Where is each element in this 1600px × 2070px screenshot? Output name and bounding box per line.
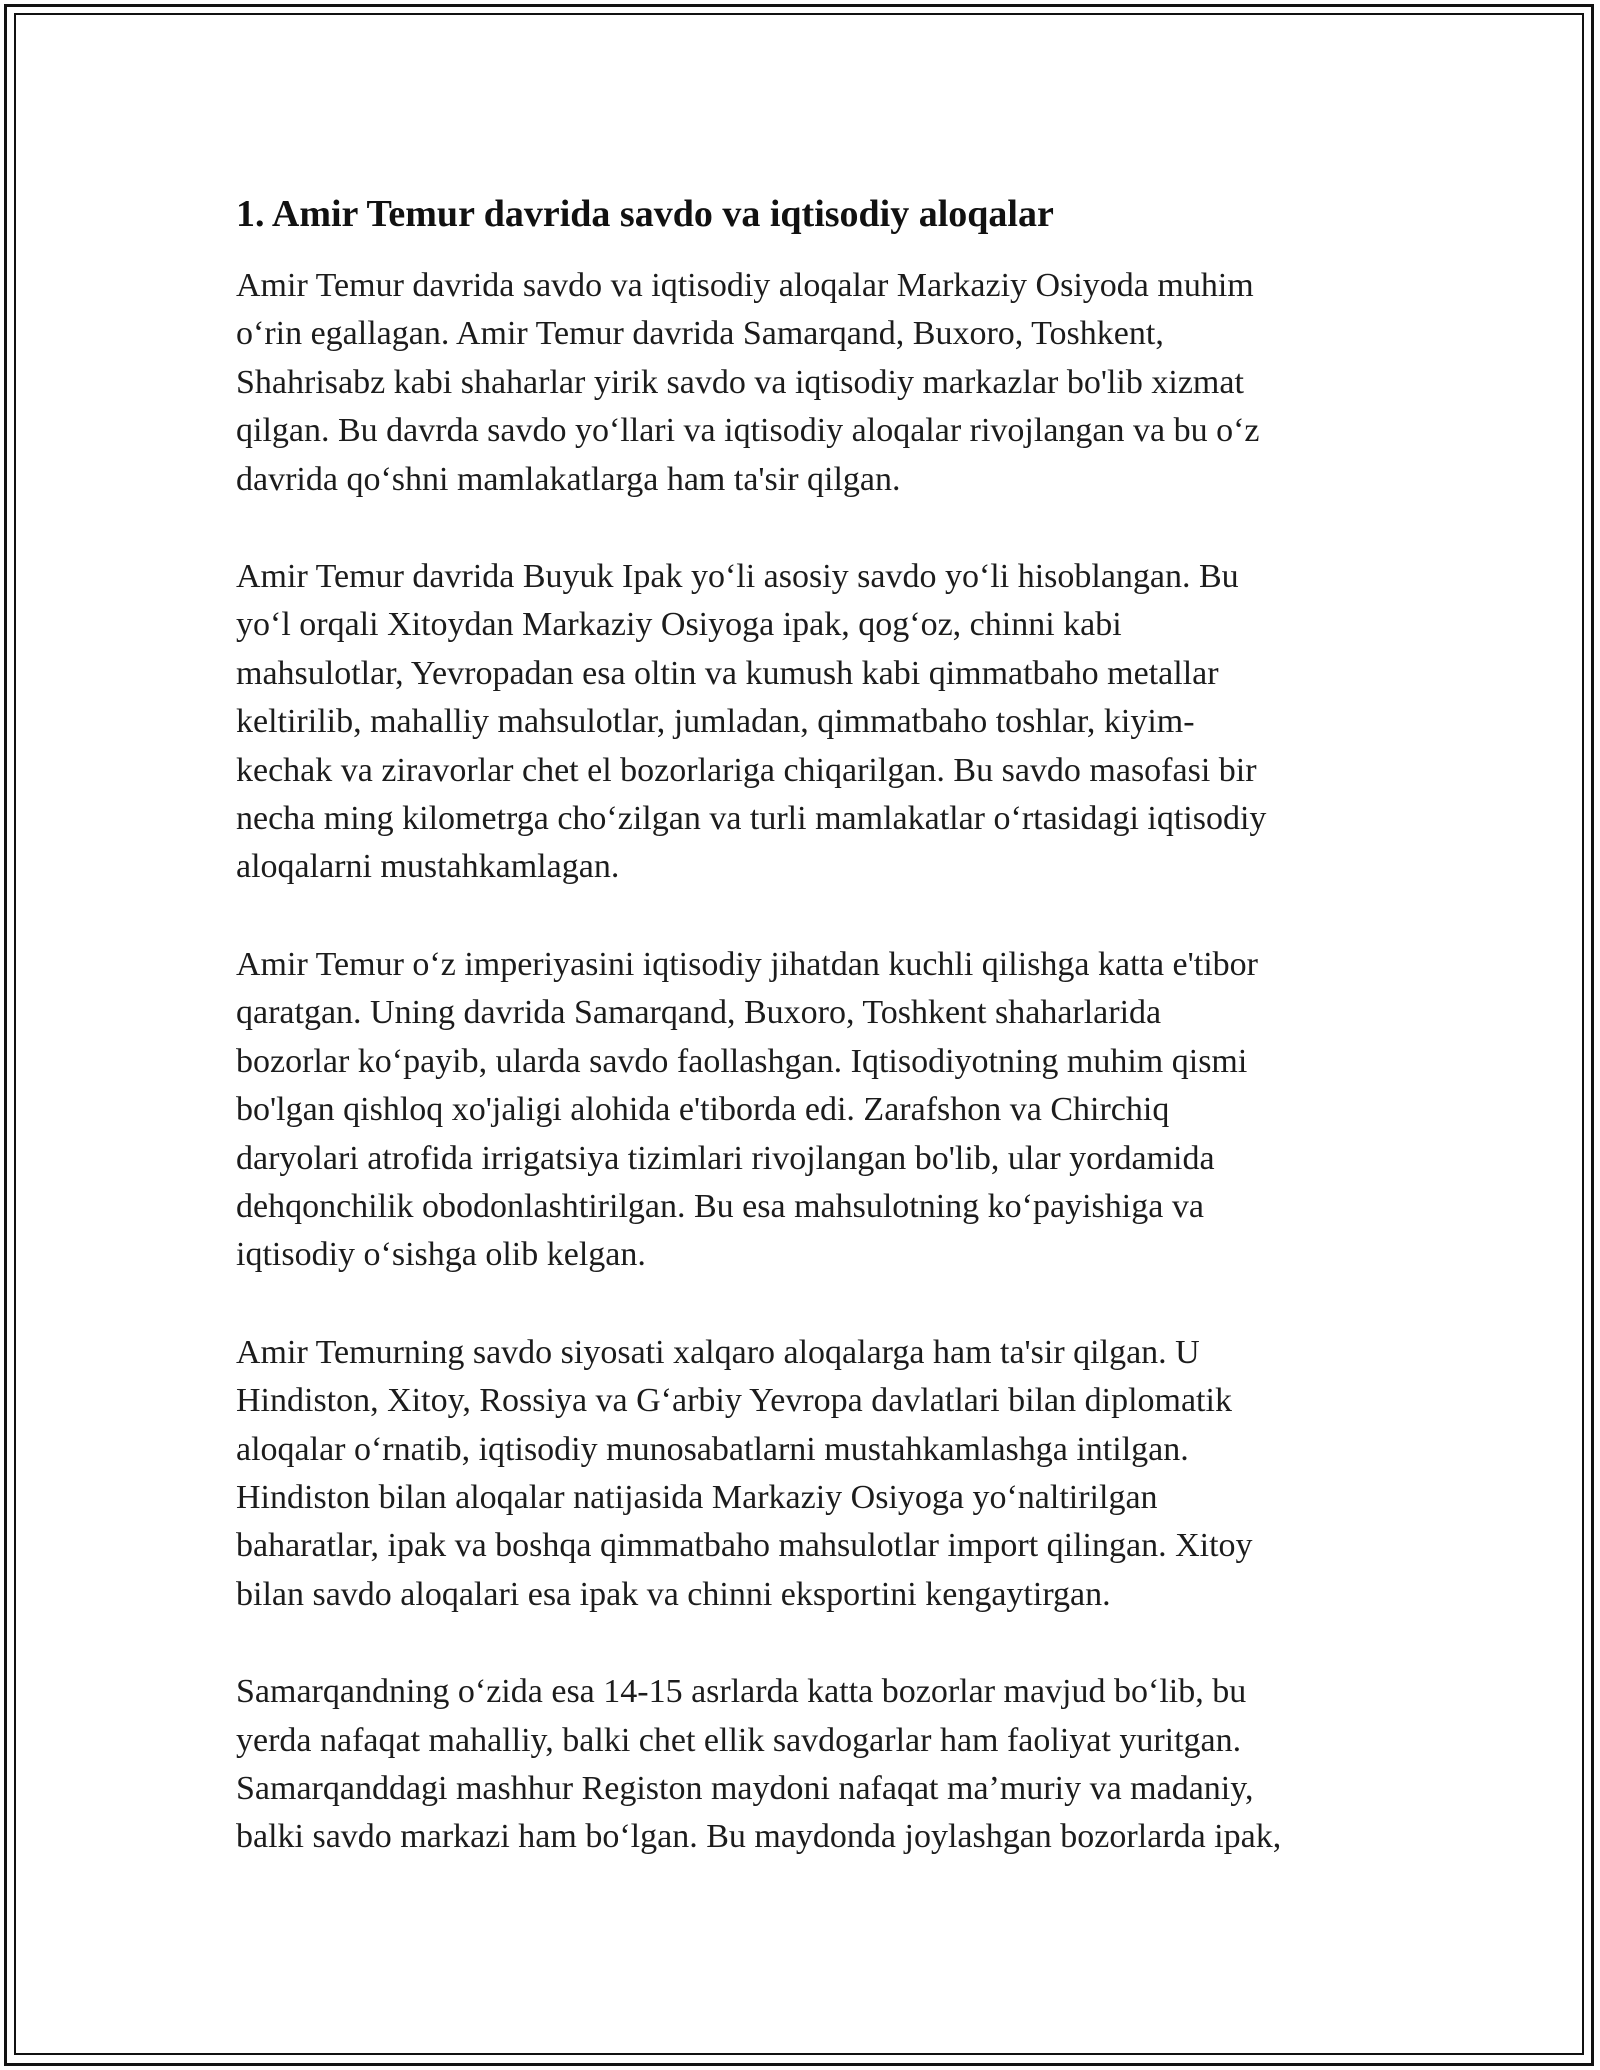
paragraph-list bbox=[236, 262, 1376, 1862]
text-line: Hindiston bilan aloqalar natijasida Markaziy Osiyoga yo‘naltirilgan bbox=[236, 1478, 1158, 1516]
text-line: necha ming kilometrga cho‘zilgan va turli mamlakatlar o‘rtasidagi iqtisodiy bbox=[236, 800, 1267, 838]
text-line: o‘rin egallagan. Amir Temur davrida Samarqand, Buxoro, Toshkent, bbox=[236, 315, 1164, 353]
text-line: bozorlar ko‘payib, ularda savdo faollashgan. Iqtisodiyotning muhim qismi bbox=[236, 1042, 1248, 1080]
text-line: davrida qo‘shni mamlakatlarga ham ta'sir qilgan. bbox=[236, 460, 901, 498]
text-line: baharatlar, ipak va boshqa qimmatbaho mahsulotlar import qilingan. Xitoy bbox=[236, 1527, 1253, 1565]
document-body bbox=[236, 188, 1376, 1862]
text-line: aloqalar o‘rnatib, iqtisodiy munosabatlarni mustahkamlashga intilgan. bbox=[236, 1430, 1189, 1468]
text-line: kechak va ziravorlar chet el bozorlariga chiqarilgan. Bu savdo masofasi bir bbox=[236, 751, 1257, 789]
text-line: balki savdo markazi ham bo‘lgan. Bu maydonda joylashgan bozorlarda ipak, bbox=[236, 1818, 1282, 1856]
text-line: keltirilib, mahalliy mahsulotlar, jumladan, qimmatbaho toshlar, kiyim- bbox=[236, 703, 1195, 741]
text-line: mahsulotlar, Yevropadan esa oltin va kumush kabi qimmatbaho metallar bbox=[236, 654, 1219, 692]
body-paragraph-1 bbox=[236, 262, 1376, 504]
text-line: Amir Temur o‘z imperiyasini iqtisodiy jihatdan kuchli qilishga katta e'tibor bbox=[236, 945, 1258, 983]
text-line: qaratgan. Uning davrida Samarqand, Buxoro, Toshkent shaharlarida bbox=[236, 994, 1162, 1032]
text-line: bo'lgan qishloq xo'jaligi alohida e'tiborda edi. Zarafshon va Chirchiq bbox=[236, 1091, 1170, 1129]
text-line: bilan savdo aloqalari esa ipak va chinni eksportini kengaytirgan. bbox=[236, 1575, 1111, 1613]
section-heading: 1. Amir Temur davrida savdo va iqtisodiy aloqalar bbox=[236, 193, 1054, 235]
text-line: aloqalarni mustahkamlagan. bbox=[236, 848, 620, 886]
text-line: qilgan. Bu davrda savdo yo‘llari va iqtisodiy aloqalar rivojlangan va bu o‘z bbox=[236, 412, 1260, 450]
text-line: Hindiston, Xitoy, Rossiya va G‘arbiy Yevropa davlatlari bilan diplomatik bbox=[236, 1382, 1232, 1420]
text-line: Amir Temur davrida savdo va iqtisodiy aloqalar Markaziy Osiyoda muhim bbox=[236, 267, 1254, 304]
body-paragraph-4 bbox=[236, 1329, 1376, 1619]
text-line: Amir Temurning savdo siyosati xalqaro aloqalarga ham ta'sir qilgan. U bbox=[236, 1333, 1200, 1371]
text-line: iqtisodiy o‘sishga olib kelgan. bbox=[236, 1236, 646, 1274]
body-paragraph-3 bbox=[236, 941, 1376, 1280]
text-line: daryolari atrofida irrigatsiya tizimlari rivojlangan bo'lib, ular yordamida bbox=[236, 1139, 1215, 1177]
text-line: Shahrisabz kabi shaharlar yirik savdo va iqtisodiy markazlar bo'lib xizmat bbox=[236, 363, 1244, 401]
body-paragraph-2 bbox=[236, 553, 1376, 892]
text-line: yo‘l orqali Xitoydan Markaziy Osiyoga ipak, qog‘oz, chinni kabi bbox=[236, 606, 1122, 644]
text-line: Samarqandning o‘zida esa 14-15 asrlarda katta bozorlar mavjud bo‘lib, bu bbox=[236, 1673, 1247, 1711]
body-paragraph-5 bbox=[236, 1668, 1376, 1862]
text-line: dehqonchilik obodonlashtirilgan. Bu esa mahsulotning ko‘payishiga va bbox=[236, 1187, 1204, 1225]
text-line: Samarqanddagi mashhur Registon maydoni nafaqat ma’muriy va madaniy, bbox=[236, 1769, 1254, 1807]
text-line: yerda nafaqat mahalliy, balki chet ellik savdogarlar ham faoliyat yuritgan. bbox=[236, 1721, 1242, 1759]
text-line: Amir Temur davrida Buyuk Ipak yo‘li asosiy savdo yo‘li hisoblangan. Bu bbox=[236, 558, 1239, 596]
